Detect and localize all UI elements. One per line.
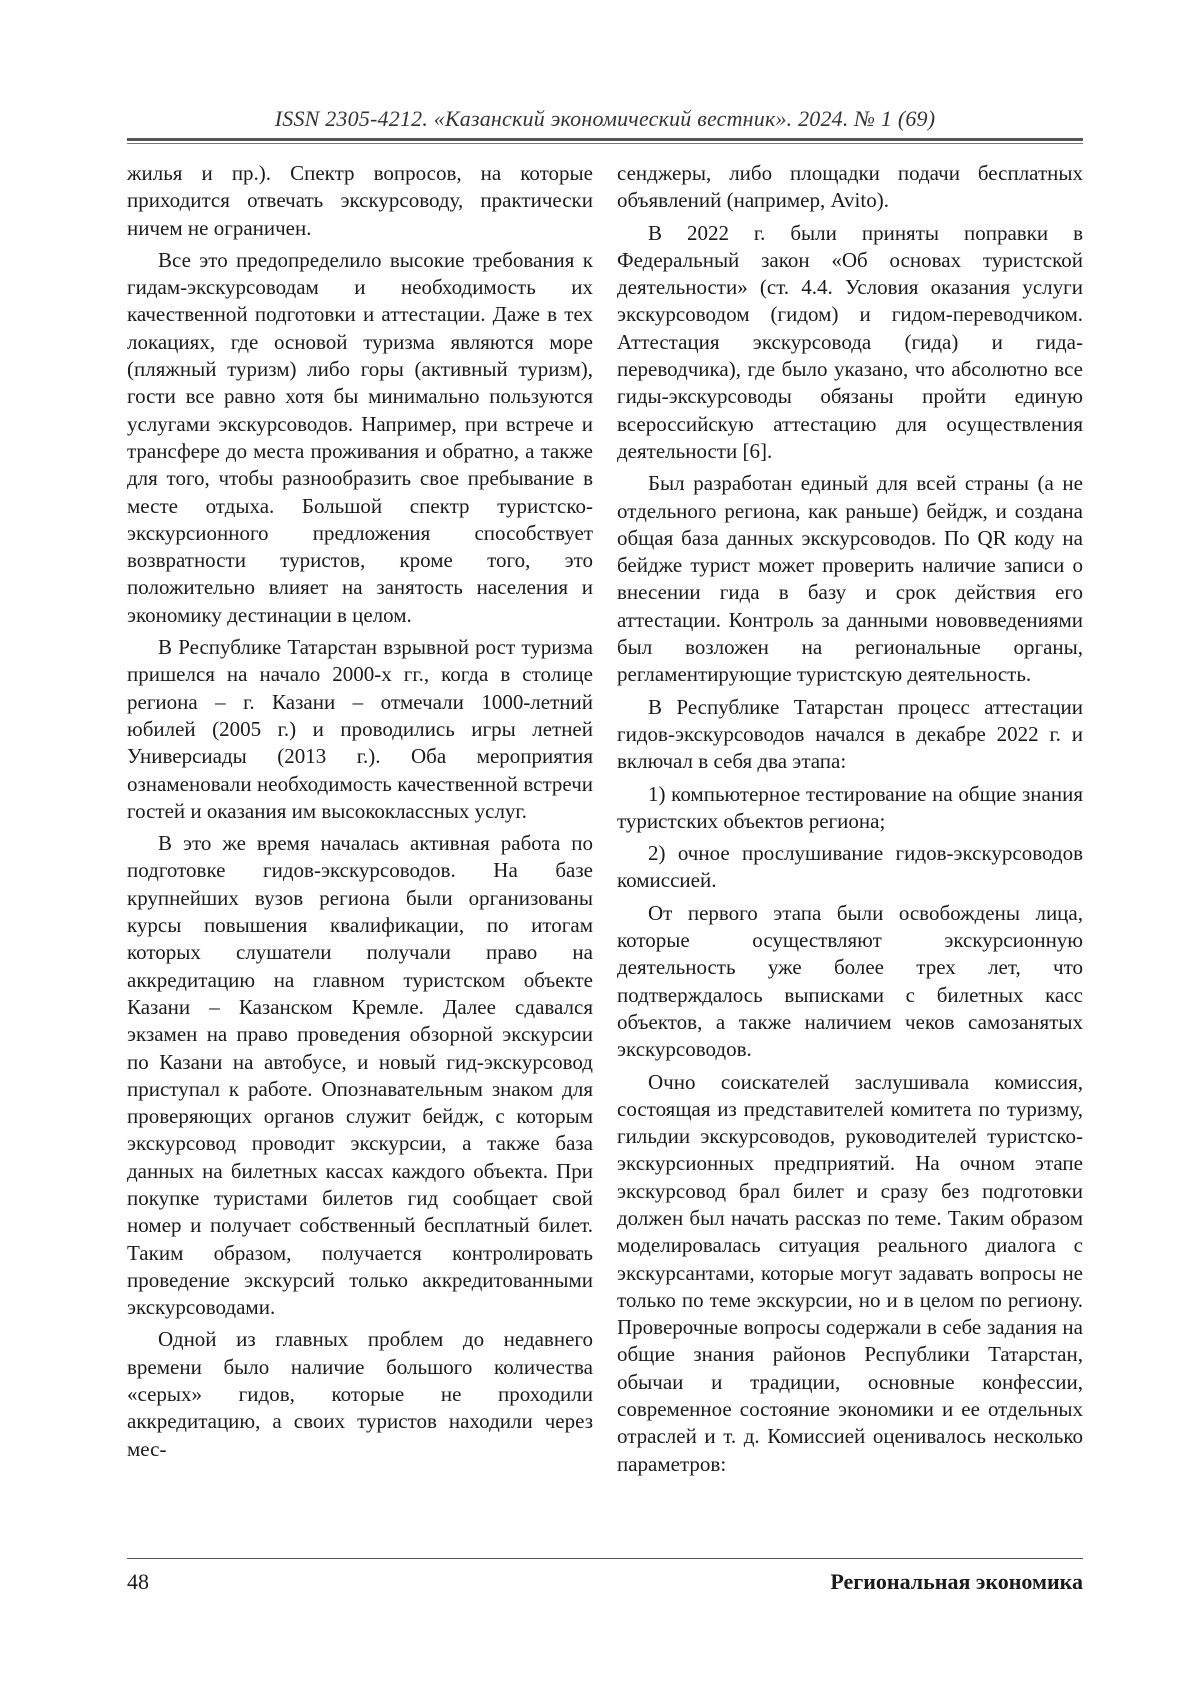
paragraph: Все это предопределило высокие требования к гидам-экскурсоводам и необходимость их качественной подготовки и аттестации. Даже в тех локациях, где основой туризма являются море (пляжный туризм) либо горы (активный туризм), гости все равно хотя бы минимально пользуются услугами экскурсоводов. Например, при встрече и трансфере до места проживания и обратно, а также для того, чтобы разнообразить свое пребывание в месте отдыха. Большой спектр туристско-экскурсионного предложения способствует возвратности туристов, кроме того, это положительно влияет на занятость населения и экономику дестинации в целом. bbox=[127, 247, 593, 627]
list-item: 1) компьютерное тестирование на общие знания туристских объектов региона; bbox=[617, 781, 1083, 833]
paragraph: В это же время началась активная работа по подготовке гидов-экскурсоводов. На базе крупнейших вузов региона были организованы курсы повышения квалификации, по итогам которых слушатели получали право на аккредитацию на главном туристском объекте Казани – Казанском Кремле. Далее сдавался экзамен на право проведения обзорной экскурсии по Казани на автобусе, и новый гид-экскурсовод приступал к работе. Опознавательным знаком для проверяющих органов служит бейдж, с которым экскурсовод проводит экскурсии, а также база данных на билетных кассах каждого объекта. При покупке туристами билетов гид сообщает свой номер и получает собственный бесплатный билет. Таким образом, получается контролировать проведение экскурсий только аккредитованными экскурсоводами. bbox=[127, 831, 593, 1320]
paragraph: сенджеры, либо площадки подачи бесплатных объявлений (например, Avito). bbox=[617, 161, 1083, 213]
paragraph: Одной из главных проблем до недавнего времени было наличие большого количества «серых» гидов, которые не проходили аккредитацию, а своих туристов находили через мес- bbox=[127, 1327, 593, 1461]
section-name: Региональная экономика bbox=[830, 1569, 1083, 1594]
paragraph: В 2022 г. были приняты поправки в Федеральный закон «Об основах туристской деятельности» (ст. 4.4. Условия оказания услуги экскурсоводом (гидом) и гидом-переводчиком. Аттестация экскурсовода (гида) и гида-переводчика), где было указано, что абсолютно все гиды-экскурсоводы обязаны пройти единую всероссийскую аттестацию для осуществления деятельности [6]. bbox=[617, 220, 1083, 463]
left-column bbox=[127, 160, 593, 1468]
paragraph: От первого этапа были освобождены лица, которые осуществляют экскурсионную деятельность уже более трех лет, что подтверждалось выписками с билетных касс объектов, а также наличием чеков самозанятых экскурсоводов. bbox=[617, 900, 1083, 1062]
header-rule-thick bbox=[127, 138, 1083, 141]
right-column bbox=[617, 160, 1083, 1483]
paragraph: Был разработан единый для всей страны (а не отдельного региона, как раньше) бейдж, и создана общая база данных экскурсоводов. По QR коду на бейдже турист может проверить наличие записи о внесении гида в базу и срок действия его аттестации. Контроль за данными нововведениями был возложен на региональные органы, регламентирующие туристскую деятельность. bbox=[617, 471, 1083, 687]
footer-rule bbox=[127, 1558, 1083, 1559]
running-head: ISSN 2305-4212. «Казанский экономический вестник». 2024. № 1 (69) bbox=[274, 106, 936, 131]
paragraph: В Республике Татарстан процесс аттестации гидов-экскурсоводов начался в декабре 2022 г. и включал в себя два этапа: bbox=[617, 694, 1083, 774]
list-item: 2) очное прослушивание гидов-экскурсоводов комиссией. bbox=[617, 841, 1083, 893]
page-number: 48 bbox=[127, 1569, 149, 1594]
header-rule-thin bbox=[127, 143, 1083, 144]
paragraph: Очно соискателей заслушивала комиссия, состоящая из представителей комитета по туризму, гильдии экскурсоводов, руководителей туристско-экскурсионных предприятий. На очном этапе экскурсовод брал билет и сразу без подготовки должен был начать рассказ по теме. Таким образом моделировалась ситуация реального диалога с экскурсантами, которые могут задавать вопросы не только по теме экскурсии, но и в целом по региону. Проверочные вопросы содержали в себе задания на общие знания районов Республики Татарстан, обычаи и традиции, основные конфессии, современное состояние экономики и ее отдельных отраслей и т. д. Комиссией оценивалось несколько параметров: bbox=[617, 1069, 1083, 1476]
paragraph: В Республике Татарстан взрывной рост туризма пришелся на начало 2000-х гг., когда в столице региона – г. Казани – отмечали 1000-летний юбилей (2005 г.) и проводились игры летней Универсиады (2013 г.). Оба мероприятия ознаменовали необходимость качественной встречи гостей и оказания им высококлассных услуг. bbox=[127, 635, 593, 823]
paragraph: жилья и пр.). Спектр вопросов, на которые приходится отвечать экскурсоводу, практически ничем не ограничен. bbox=[127, 161, 593, 240]
